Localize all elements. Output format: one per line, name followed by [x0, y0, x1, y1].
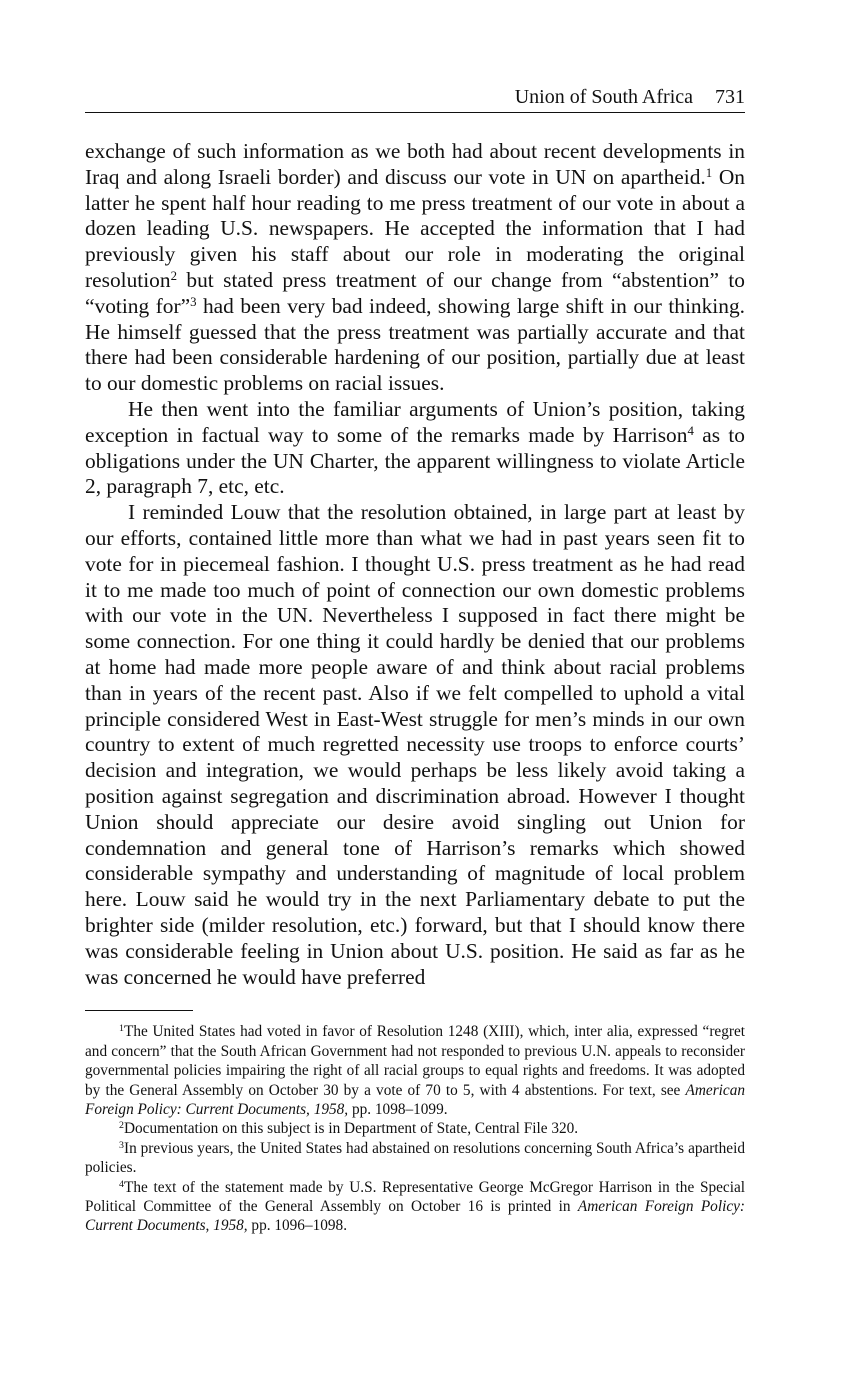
page-number: 731 — [715, 86, 745, 108]
footnote-3-number: 3 — [119, 1139, 124, 1151]
footnote-ref-2: 2 — [170, 268, 177, 283]
paragraph-3: I reminded Louw that the resolution obtained, in large part at least by our efforts, contained little more than what we had in past years seen fit to vote for in piecemeal fashion. I thought U.S. press treatment as he had read it to me made too much of point of connection our own domestic problems with our vote in the UN. Nevertheless I supposed in fact there might be some connection. For one thing it could hardly be denied that our problems at home had made more people aware of and think about racial problems than in years of the recent past. Also if we felt compelled to uphold a vital principle considered West in East-West struggle for men’s minds in our own country to extent of much regretted necessity use troops to enforce courts’ decision and integration, we would perhaps be less likely avoid taking a position against segregation and discrimination abroad. However I thought Union should appreciate our desire avoid singling out Union for condemnation and general tone of Harrison’s remarks which showed considerable sympathy and understanding of magnitude of local problem here. Louw said he would try in the next Parliamentary debate to put the brighter side (milder resolution, etc.) forward, but that I should know there was considerable feeling in Union about U.S. position. He said as far as he was concerned he would have preferred — [85, 500, 745, 989]
paragraph-1-text-d: had been very bad indeed, showing large shift in our thinking. He himself guessed that the press treatment was partially accurate and that there had been considerable hardening of our position, partially due at least to our domestic problems on racial issues. — [85, 293, 745, 396]
footnote-4-text-a: The text of the statement made by U.S. Representative George McGregor Harrison in the Special Political Committee of the General Assembly on October 16 is printed in — [85, 1178, 745, 1215]
footnote-ref-1: 1 — [705, 165, 713, 180]
footnote-4-citation: American Foreign Policy: Current Documents, 1958, — [85, 1197, 745, 1235]
footnote-4-text-b: pp. 1096–1098. — [247, 1217, 348, 1235]
footnote-3 — [85, 1139, 745, 1178]
footnote-4-number: 4 — [119, 1178, 124, 1190]
footnote-4 — [85, 1178, 745, 1236]
footnote-divider — [85, 1010, 193, 1011]
footnote-2 — [85, 1119, 745, 1138]
footnote-1-number: 1 — [119, 1023, 124, 1035]
paragraph-1 — [85, 139, 745, 397]
paragraph-1-text-b: On latter he spent half hour reading to me press treatment of our vote in about a dozen leading U.S. newspapers. He accepted the information that I had previously given his staff about our role in moderating the original resolution — [85, 164, 745, 292]
document-page — [85, 84, 745, 1236]
body-text — [85, 139, 745, 990]
paragraph-1-text-c: but stated press treatment of our change from “abstention” to “voting for” — [85, 267, 745, 318]
running-header — [85, 84, 745, 113]
footnote-1-text-b: pp. 1098–1099. — [348, 1100, 448, 1118]
footnote-3-text: In previous years, the United States had abstained on resolutions concerning South Africa’s apartheid policies. — [85, 1139, 745, 1177]
footnote-1-text-a: The United States had voted in favor of Resolution 1248 (XIII), which, inter alia, expressed “regret and concern” that the South African Government had not responded to previous U.N. appeals to reconsider governmental policies impairing the right of all racial groups to equal rights and freedoms. It was adopted by the General Assembly on October 30 by a vote of 70 to 5, with 4 abstentions. For text, see — [85, 1023, 745, 1099]
footnote-ref-4: 4 — [687, 423, 694, 438]
footnote-2-number: 2 — [119, 1120, 124, 1132]
footnotes — [85, 1022, 745, 1235]
paragraph-2 — [85, 397, 745, 500]
footnote-2-text: Documentation on this subject is in Department of State, Central File 320. — [123, 1120, 579, 1138]
running-title: Union of South Africa — [514, 86, 693, 108]
footnote-1-citation: American Foreign Policy: Current Documents, 1958, — [85, 1081, 745, 1118]
footnote-ref-3: 3 — [190, 294, 197, 309]
paragraph-2-text-a: He then went into the familiar arguments of Union’s position, taking exception in factual way to some of the remarks made by Harrison — [85, 396, 745, 447]
footnote-1 — [85, 1022, 745, 1119]
paragraph-2-text-b: as to obligations under the UN Charter, the apparent willingness to violate Article 2, paragraph 7, etc, etc. — [85, 422, 745, 499]
paragraph-1-text-a: exchange of such information as we both had about recent developments in Iraq and along Israeli border) and discuss our vote in UN on apartheid. — [85, 139, 745, 189]
